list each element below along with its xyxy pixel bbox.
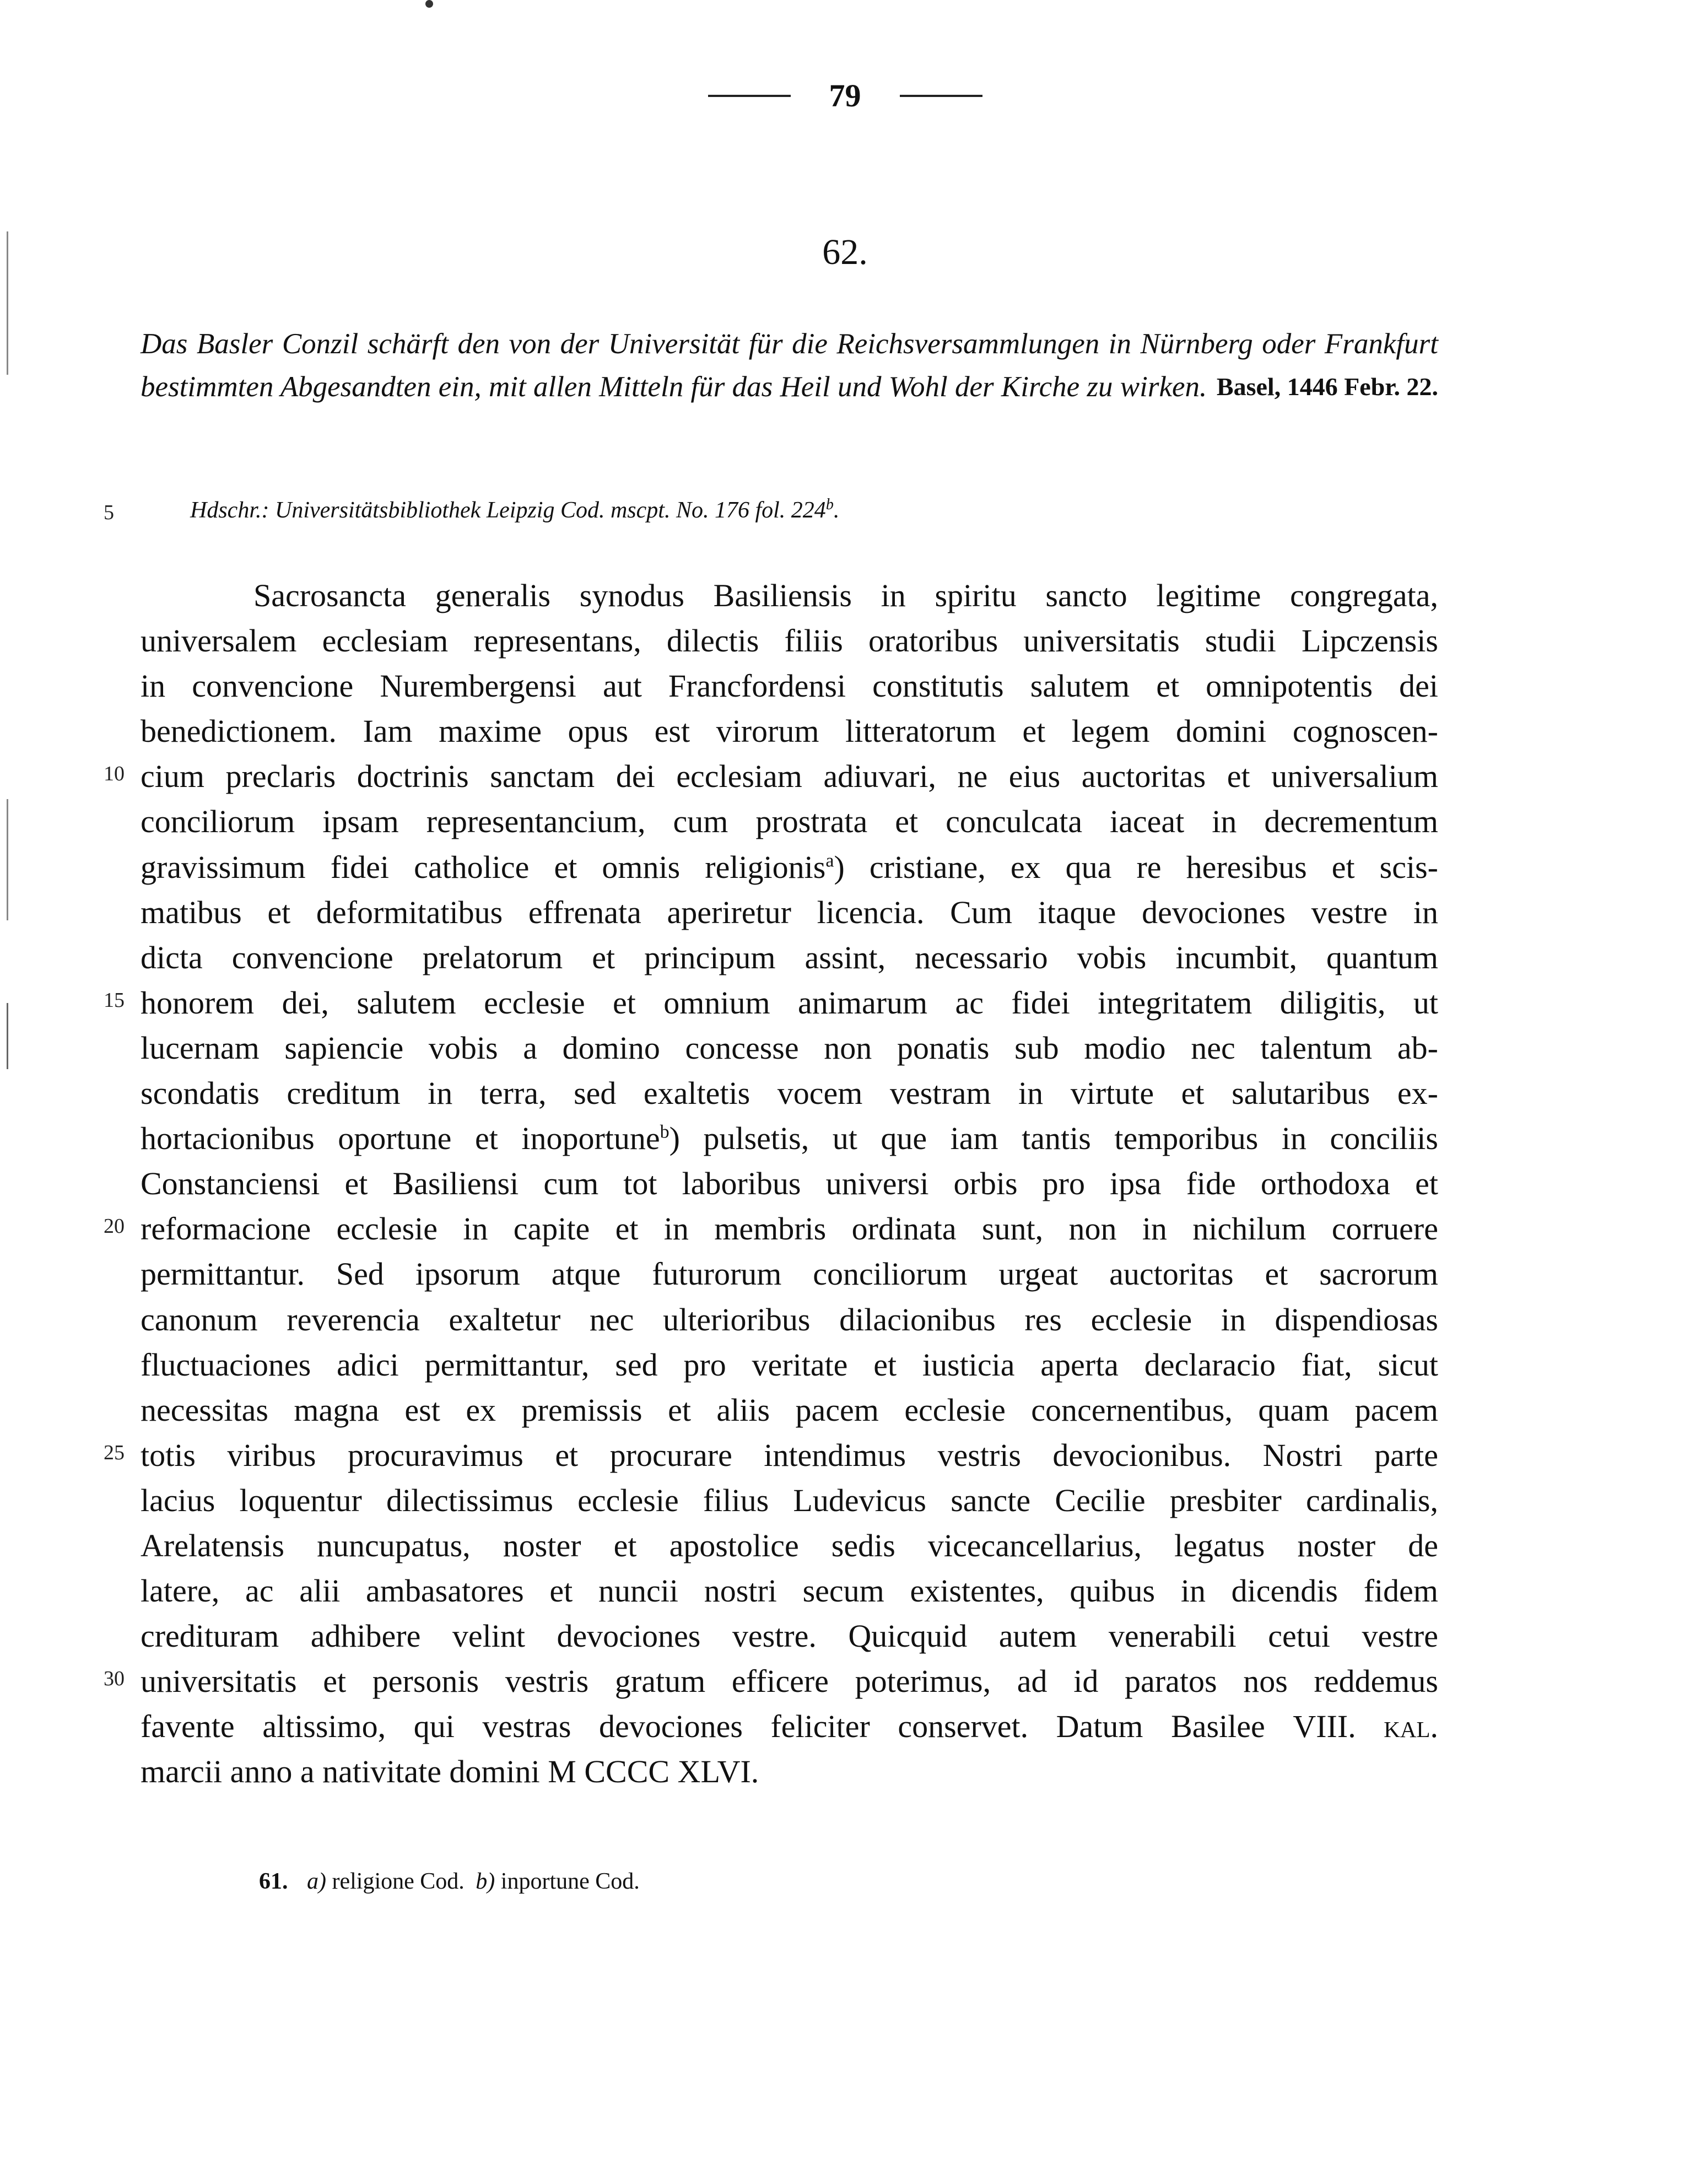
footnote-number: 61.	[259, 1869, 288, 1894]
line-number: 5	[104, 501, 114, 524]
text-line: universalem ecclesiam representans, dilectis filiis oratoribus universitatis studii Lipczensis	[141, 623, 1438, 659]
text-line: lacius loquentur dilectissimus ecclesie filius Ludevicus sancte Cecilie presbiter cardinalis,	[141, 1482, 1438, 1518]
header-rule-left	[708, 95, 791, 97]
roman-year: M CCCC XLVI.	[548, 1754, 759, 1790]
document-summary	[141, 322, 1438, 408]
text-line: Arelatensis nuncupatus, noster et apostolice sedis vicecancellarius, legatus noster de	[141, 1527, 1438, 1563]
text-line: fluctuaciones adici permittantur, sed pro veritate et iusticia aperta declaracio fiat, sicut	[141, 1346, 1438, 1383]
header-rule-right	[900, 95, 982, 97]
text-segment: favente altissimo, qui vestras devociones feliciter conservet. Datum Basilee	[141, 1708, 1265, 1745]
text-line: honorem dei, salutem ecclesie et omnium animarum ac fidei integritatem diligitis, ut	[141, 984, 1438, 1021]
line-number: 15	[104, 989, 125, 1012]
summary-text: Das Basler Conzil schärft den von der Universität für die Reichsversammlungen in Nürnberg oder Frankfurt bestimmten Abgesandten ein, mit allen Mitteln für das Heil und Wohl der Kirche zu wirken.	[141, 328, 1438, 403]
scan-edge-line	[7, 1003, 8, 1069]
text-line: in convencione Nurembergensi aut Francfordensi constitutis salutem et omnipotentis dei	[141, 668, 1438, 704]
text-segment: ) pulsetis, ut que iam tantis temporibus in conciliis	[669, 1120, 1438, 1157]
source-end: .	[833, 498, 840, 523]
document-number: 62.	[822, 232, 868, 272]
footnote-b-text: inportune Cod.	[500, 1869, 640, 1894]
text-segment: gravissimum fidei catholice et omnis religionis	[141, 849, 826, 885]
text-segment: hortacionibus oportune et inoportune	[141, 1120, 660, 1157]
line-number: 10	[104, 762, 125, 785]
scan-edge-line	[7, 799, 8, 920]
text-line: canonum reverencia exaltetur nec ulterioribus dilacionibus res ecclesie in dispendiosas	[141, 1301, 1438, 1338]
text-line: reformacione ecclesie in capite et in membris ordinata sunt, non in nichilum corruere	[141, 1211, 1438, 1247]
text-line	[141, 1116, 1438, 1161]
text-line: permittantur. Sed ipsorum atque futurorum conciliorum urgeat auctoritas et sacrorum	[141, 1256, 1438, 1292]
text-segment: marcii anno a nativitate domini	[141, 1754, 540, 1790]
page-header	[0, 77, 1690, 114]
text-line	[141, 1704, 1438, 1749]
footnote-mark-b: b	[660, 1121, 669, 1142]
footnote-a-label: a)	[307, 1869, 326, 1894]
line-number: 20	[104, 1215, 125, 1238]
text-line: scondatis creditum in terra, sed exaltetis vocem vestram in virtute et salutaribus ex-	[141, 1075, 1438, 1112]
text-segment: ) cristiane, ex qua re heresibus et scis-	[834, 849, 1438, 885]
line-number: 30	[104, 1667, 125, 1690]
manuscript-source	[190, 496, 839, 524]
footnote-mark-a: a	[825, 850, 834, 871]
footnotes	[259, 1868, 640, 1895]
source-text: Hdschr.: Universitätsbibliothek Leipzig Cod. mscpt. No. 176 fol. 224	[190, 498, 826, 523]
roman-date: VIII. kal.	[1293, 1708, 1439, 1745]
text-line: lucernam sapiencie vobis a domino concesse non ponatis sub modio nec talentum ab-	[141, 1029, 1438, 1066]
footnote-a-text: religione Cod.	[332, 1869, 465, 1894]
text-line	[141, 1749, 1438, 1794]
text-line: conciliorum ipsam representancium, cum prostrata et conculcata iaceat in decrementum	[141, 804, 1438, 840]
text-line: latere, ac alii ambasatores et nuncii nostri secum existentes, quibus in dicendis fidem	[141, 1573, 1438, 1609]
scan-speck	[425, 0, 433, 8]
text-line	[141, 845, 1438, 890]
place-date: Basel, 1446 Febr. 22.	[1216, 373, 1438, 401]
text-line: Sacrosancta generalis synodus Basiliensis in spiritu sancto legitime congregata,	[253, 578, 1438, 613]
text-line: cium preclaris doctrinis sanctam dei ecclesiam adiuvari, ne eius auctoritas et universalium	[141, 758, 1438, 795]
text-line: necessitas magna est ex premissis et aliis pacem ecclesie concernentibus, quam pacem	[141, 1392, 1438, 1428]
text-line: dicta convencione prelatorum et principum assint, necessario vobis incumbit, quantum	[141, 939, 1438, 975]
text-line: totis viribus procuravimus et procurare intendimus vestris devocionibus. Nostri parte	[141, 1437, 1438, 1473]
text-line: universitatis et personis vestris gratum efficere poterimus, ad id paratos nos reddemus	[141, 1663, 1438, 1700]
source-superscript: b	[825, 496, 834, 513]
line-number: 25	[104, 1441, 125, 1464]
text-line: Constanciensi et Basiliensi cum tot laboribus universi orbis pro ipsa fide orthodoxa et	[141, 1166, 1438, 1202]
scan-edge-line	[7, 231, 8, 375]
text-line: credituram adhibere velint devociones vestre. Quicquid autem venerabili cetui vestre	[141, 1618, 1438, 1654]
letter-body	[141, 573, 1438, 1795]
text-line: benedictionem. Iam maxime opus est virorum litteratorum et legem domini cognoscen-	[141, 713, 1438, 749]
text-line: matibus et deformitatibus effrenata aperiretur licencia. Cum itaque devociones vestre in	[141, 894, 1438, 930]
footnote-b-label: b)	[476, 1869, 495, 1894]
page-number: 79	[829, 78, 861, 114]
